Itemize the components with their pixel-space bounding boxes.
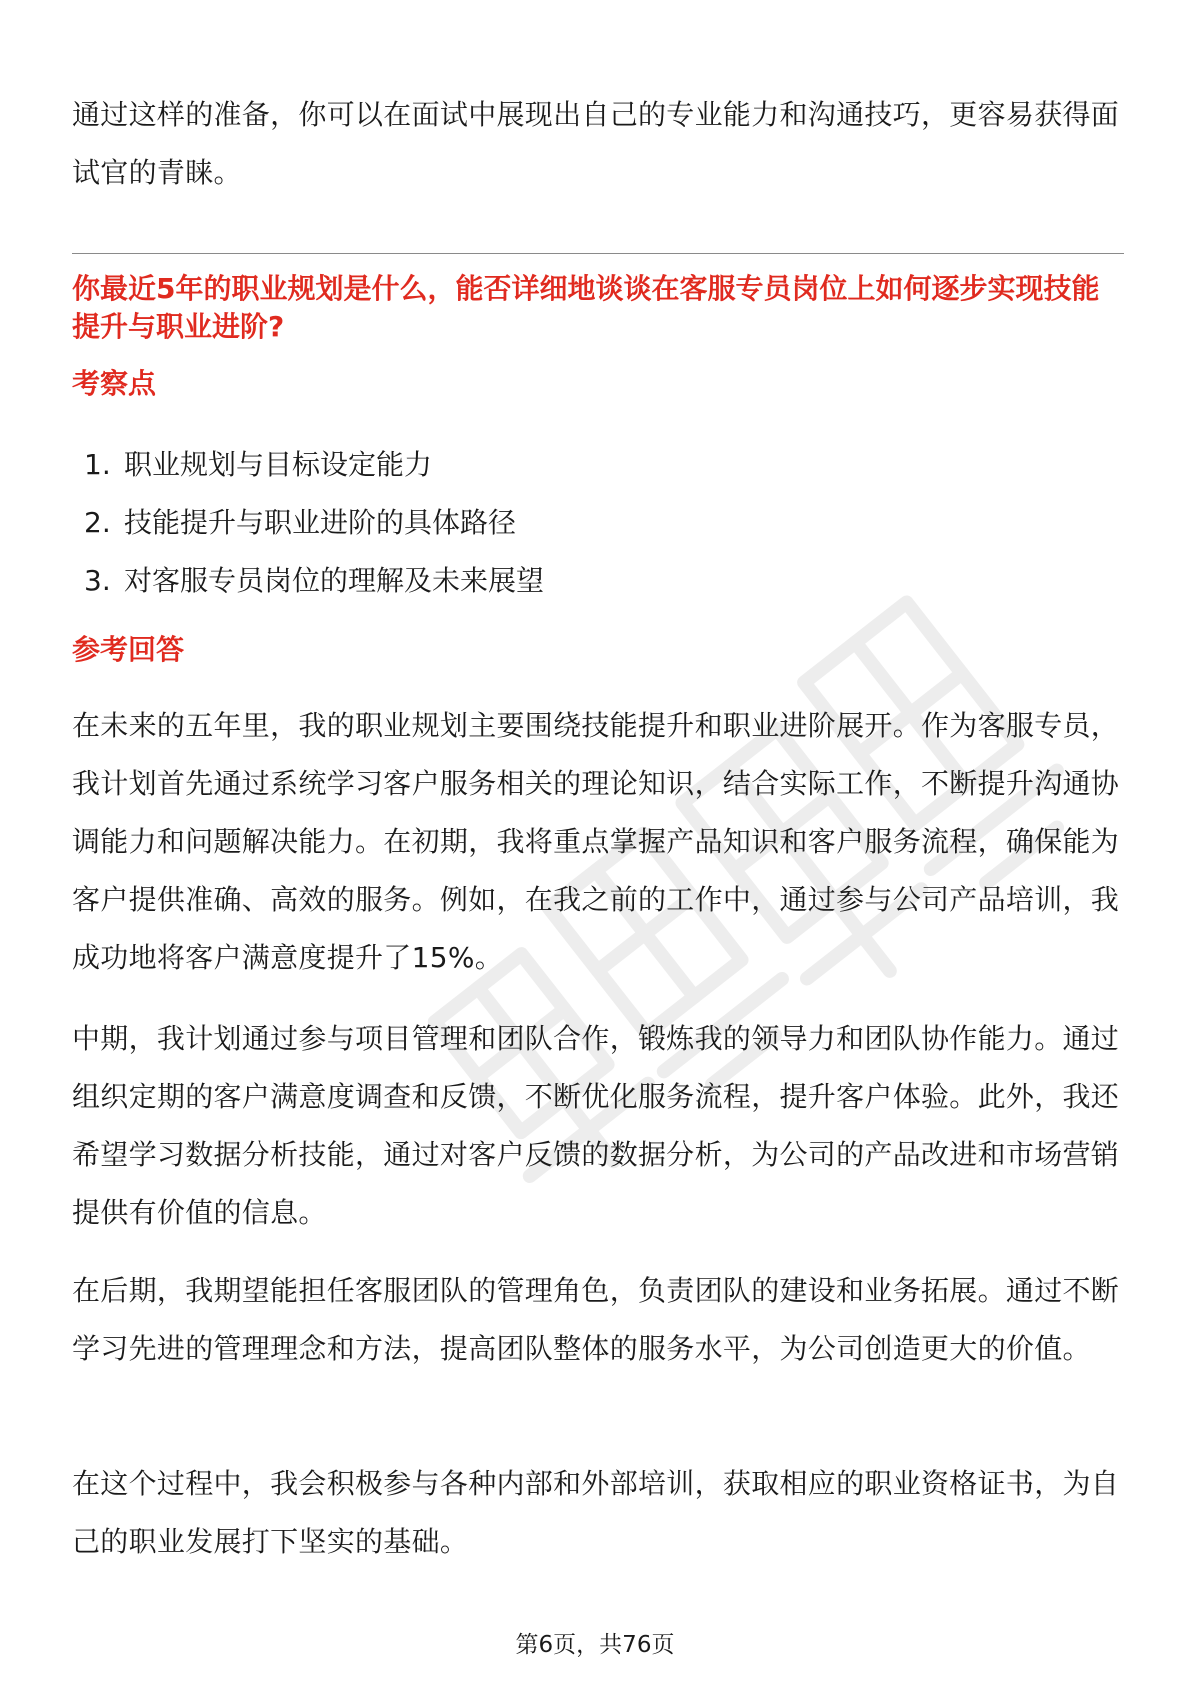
list-item-number: 1. <box>84 448 111 481</box>
list-item-number: 3. <box>84 564 111 597</box>
list-item-label: 对客服专员岗位的理解及未来展望 <box>124 564 545 597</box>
question-heading: 你最近5年的职业规划是什么，能否详细地谈谈在客服专员岗位上如何逐步实现技能提升与职业进阶? <box>72 272 1100 343</box>
answer-paragraph-2: 中期，我计划通过参与项目管理和团队合作，锻炼我的领导力和团队协作能力。通过组织定期的客户满意度调查和反馈，不断优化服务流程，提升客户体验。此外，我还希望学习数据分析技能，通过对客户反馈的数据分析，为公司的产品改进和市场营销提供有价值的信息。 <box>72 1022 1120 1229</box>
list-item <box>84 436 1084 494</box>
answer-paragraph-1: 在未来的五年里，我的职业规划主要围绕技能提升和职业进阶展开。作为客服专员，我计划首先通过系统学习客户服务相关的理论知识，结合实际工作，不断提升沟通协调能力和问题解决能力。在初期，我将重点掌握产品知识和客户服务流程，确保能为客户提供准确、高效的服务。例如，在我之前的工作中，通过参与公司产品培训，我成功地将客户满意度提升了15%。 <box>72 709 1120 974</box>
list-item <box>84 552 1084 610</box>
list-item-label: 技能提升与职业进阶的具体路径 <box>124 506 517 539</box>
points-list <box>84 436 1084 610</box>
list-item-label: 职业规划与目标设定能力 <box>124 448 433 481</box>
points-section-title: 考察点 <box>72 367 157 400</box>
list-item-number: 2. <box>84 506 111 539</box>
answer-paragraph-3: 在后期，我期望能担任客服团队的管理角色，负责团队的建设和业务拓展。通过不断学习先进的管理理念和方法，提高团队整体的服务水平，为公司创造更大的价值。 <box>72 1274 1120 1365</box>
intro-paragraph: 通过这样的准备，你可以在面试中展现出自己的专业能力和沟通技巧，更容易获得面试官的青睐。 <box>72 98 1120 189</box>
list-item <box>84 494 1084 552</box>
section-divider <box>72 253 1124 254</box>
answer-section-title: 参考回答 <box>72 633 185 666</box>
answer-paragraph-4: 在这个过程中，我会积极参与各种内部和外部培训，获取相应的职业资格证书，为自己的职业发展打下坚实的基础。 <box>72 1467 1120 1558</box>
page-number-footer: 第6页，共76页 <box>515 1632 675 1658</box>
